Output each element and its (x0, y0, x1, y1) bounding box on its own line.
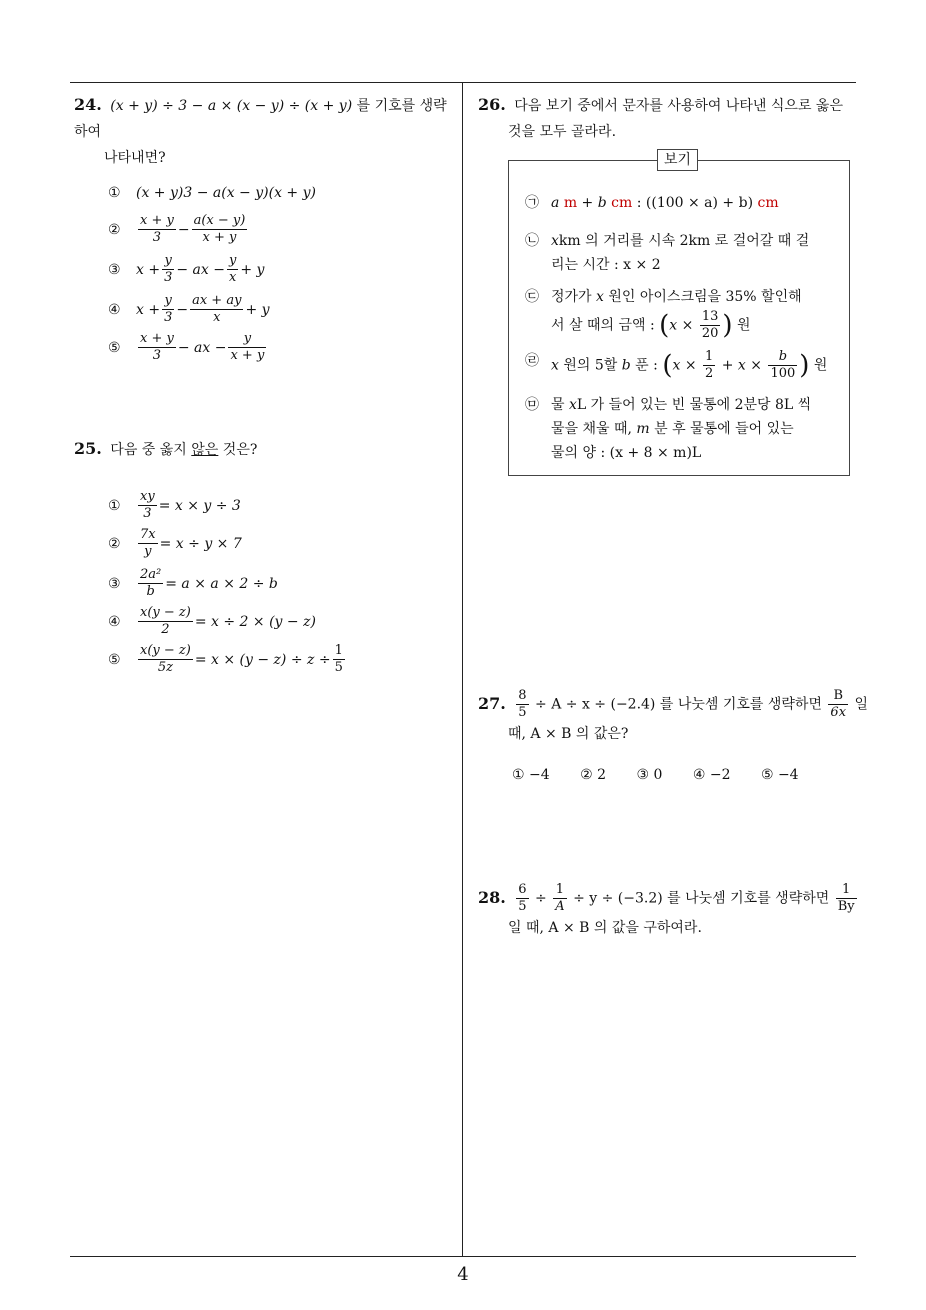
stem-continuation: 일 때, A × B 의 값을 구하여라. (508, 920, 702, 936)
option-5[interactable]: ⑤ $\frac{x(y - z)}{5z}$ = x × (y − z) ÷ z ÷ $\frac{1}{5}$ (108, 643, 343, 675)
fraction: $\frac{y}{x}$ (228, 253, 237, 285)
option-4[interactable]: ④ $\frac{x(y - z)}{2}$ = x ÷ 2 × (y − z) (108, 605, 316, 637)
option-1[interactable]: ① (x + y)3 − a(x − y)(x + y) (108, 185, 316, 201)
example-box-label: 보기 (657, 149, 698, 171)
fraction: $\frac{1}{5}$ (334, 643, 343, 675)
option-4[interactable]: ④ −2 (692, 767, 731, 783)
stem-continuation: 나타내면? (104, 150, 166, 166)
question-24-stem: 24. (x + y) ÷ 3 − a × (x − y) ÷ (x + y) 를 기호를 생략하여 나타내면? (74, 92, 458, 171)
fraction: $\frac{x(y - z)}{5z}$ (140, 643, 191, 675)
question-25 (74, 436, 458, 689)
fraction: $\frac{6}{5}$ (518, 882, 527, 914)
top-rule (70, 82, 856, 83)
options-24 (108, 185, 458, 385)
example-item-5[interactable]: ㉤ 물 xL 가 들어 있는 빈 물통에 2분당 8L 씩 물을 채울 때, m 분 후 물통에 들어 있는 물의 양 : (x + 8 × m)L (525, 397, 812, 461)
option-3[interactable]: ③ x + $\frac{y}{3}$ − ax − $\frac{y}{x}$ + y (108, 253, 265, 285)
example-box (508, 152, 850, 476)
option-5[interactable]: ⑤ −4 (760, 767, 799, 783)
option-4[interactable]: ④ x + $\frac{y}{3}$ − $\frac{ax + ay}{x}$ + y (108, 293, 270, 325)
question-25-stem: 25. 다음 중 옳지 않은 것은? (74, 439, 258, 458)
fraction: $\frac{ax + ay}{x}$ (192, 293, 242, 325)
question-number: 26. (478, 95, 506, 114)
fraction: $\frac{1}{2}$ (705, 349, 714, 381)
fraction: $\frac{x(y - z)}{2}$ (140, 605, 191, 637)
option-3[interactable]: ③ 0 (636, 767, 663, 783)
fraction: $\frac{a(x - y)}{x + y}$ (193, 213, 246, 245)
fraction: $\frac{7x}{y}$ (140, 527, 156, 559)
bottom-rule (70, 1256, 856, 1257)
question-number: 28. (478, 887, 506, 907)
question-number: 24. (74, 95, 102, 114)
fraction: $\frac{x + y}{3}$ (140, 331, 174, 363)
options-25 (108, 489, 458, 689)
fraction: $\frac{y}{3}$ (164, 293, 173, 325)
stem-continuation: 때, A × B 의 값은? (508, 726, 629, 742)
question-28 (478, 882, 862, 941)
example-item-2[interactable]: ㉡ xkm 의 거리를 시속 2km 로 걸어갈 때 걸 리는 시간 : x × 2 (525, 233, 810, 273)
fraction: $\frac{1}{By}$ (837, 882, 855, 914)
option-1[interactable]: ① $\frac{xy}{3}$ = x × y ÷ 3 (108, 489, 241, 521)
option-2[interactable]: ② $\frac{7x}{y}$ = x ÷ y × 7 (108, 527, 242, 559)
stem-continuation: 것을 모두 골라라. (508, 124, 617, 140)
question-number: 27. (478, 693, 506, 713)
option-2[interactable]: ② $\frac{x + y}{3}$ − $\frac{a(x - y)}{x + y}$ (108, 213, 246, 245)
page-number: 4 (457, 1264, 469, 1285)
emphasis-underline: 않은 (191, 442, 219, 458)
question-27 (478, 688, 869, 783)
fraction: $\frac{B}{6x}$ (830, 688, 847, 720)
question-26 (478, 92, 862, 145)
fraction: $\frac{\text{2a²}}{b}$ (140, 567, 162, 599)
fraction: $\frac{y}{3}$ (164, 253, 173, 285)
fraction: $\frac{xy}{3}$ (140, 489, 155, 521)
question-number: 25. (74, 439, 102, 458)
option-3[interactable]: ③ $\frac{\text{2a²}}{b}$ = a × a × 2 ÷ b (108, 567, 278, 599)
fraction: $\frac{y}{x + y}$ (230, 331, 265, 363)
column-divider (462, 82, 463, 1257)
question-24 (74, 92, 458, 385)
example-item-3[interactable]: ㉢ 정가가 x 원인 아이스크림을 35% 할인해 서 살 때의 금액 : (x × $\frac{13}{20}$ ) 원 (525, 289, 802, 341)
question-27-stem: 27. $\frac{8}{5}$ ÷ A ÷ x ÷ (−2.4) 를 나눗셈 기호를 생략하면 $\frac{B}{6x}$ 일 때, A × B 의 값은? (478, 688, 862, 747)
options-27 (512, 767, 862, 783)
fraction: $\frac{13}{20}$ (701, 309, 719, 341)
question-28-stem: 28. $\frac{6}{5}$ ÷ $\frac{1}{A}$ ÷ y ÷ (−3.2) 를 나눗셈 기호를 생략하면 $\frac{1}{By}$ 일 때, A × B 의 값을 구하여라. (478, 882, 862, 941)
example-item-4[interactable]: ㉣ x 원의 5할 b 푼 : (x × $\frac{1}{2}$ + x × $\frac{b}{100}$ ) 원 (525, 349, 828, 381)
fraction: $\frac{b}{100}$ (770, 349, 796, 381)
fraction: $\frac{x + y}{3}$ (140, 213, 174, 245)
question-26-stem: 26. 다음 보기 중에서 문자를 사용하여 나타낸 식으로 옳은 것을 모두 골라라. (478, 92, 862, 145)
option-1[interactable]: ① −4 (512, 767, 550, 783)
fraction: $\frac{8}{5}$ (518, 688, 527, 720)
option-2[interactable]: ② 2 (580, 767, 607, 783)
fraction: $\frac{1}{A}$ (555, 882, 565, 914)
option-5[interactable]: ⑤ $\frac{x + y}{3}$ − ax − $\frac{y}{x + y}$ (108, 331, 265, 363)
example-item-1[interactable]: ㉠ a m + b cm : ((100 × a) + b) cm (525, 195, 779, 211)
expression: (x + y) ÷ 3 − a × (x − y) ÷ (x + y) (110, 98, 353, 114)
